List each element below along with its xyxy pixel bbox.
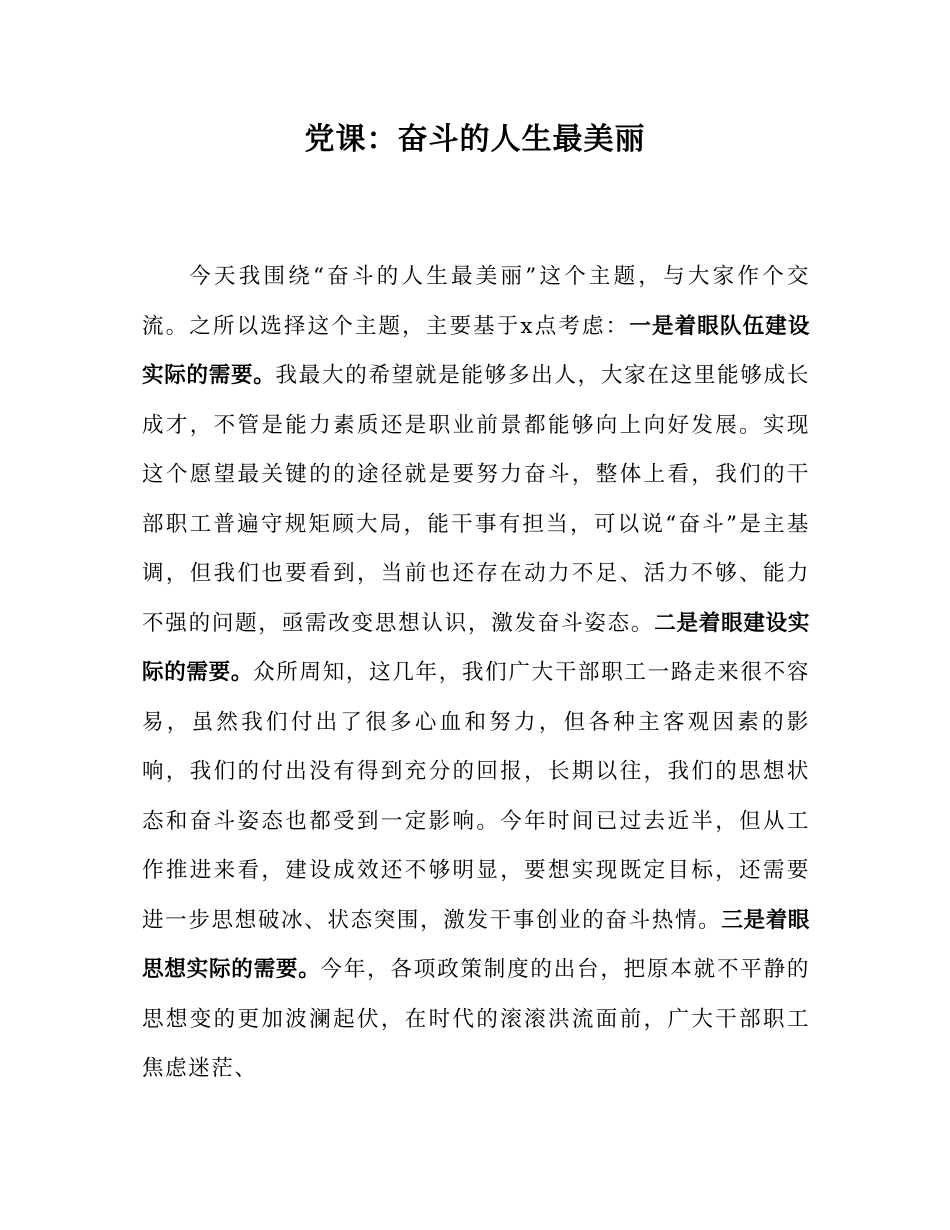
- paragraph-run: 众所周知，这几年，我们广大干部职工一路走来很不容易，虽然我们付出了很多心血和努力，但各种主客观因素的影响，我们的付出没有得到充分的回报，长期以往，我们的思想状态和奋斗姿态也都受到一定影响。今年时间已过去近半，但从工作推进来看，建设成效还不够明显，要想实现既定目标，还需要进一步思想破冰、状态突围，激发干事创业的奋斗热情。: [142, 660, 810, 933]
- document-title: 党课：奋斗的人生最美丽: [304, 122, 646, 157]
- heading-point-two: 二是着眼建设实际的需要。: [142, 610, 811, 685]
- heading-point-one: 一是着眼队伍建设实际的需要。: [142, 313, 810, 388]
- body-paragraph: [142, 252, 810, 1094]
- paragraph-run: 今年，各项政策制度的出台，把原本就不平静的思想变的更加波澜起伏，在时代的滚滚洪流面前，广大干部职工焦虑迷茫、: [142, 957, 810, 1081]
- paragraph-run: 今天我围绕“奋斗的人生最美丽”这个主题，与大家作个交流。之所以选择这个主题，主要基于x点考虑：: [142, 264, 810, 339]
- paragraph-run: 我最大的希望就是能够多出人，大家在这里能够成长成才，不管是能力素质还是职业前景都能够向上向好发展。实现这个愿望最关键的的途径就是要努力奋斗，整体上看，我们的干部职工普遍守规矩顾大局，能干事有担当，可以说“奋斗”是主基调，但我们也要看到，当前也还存在动力不足、活力不够、能力不强的问题，亟需改变思想认识，激发奋斗姿态。: [142, 363, 810, 636]
- heading-point-three: 三是着眼思想实际的需要。: [142, 907, 810, 982]
